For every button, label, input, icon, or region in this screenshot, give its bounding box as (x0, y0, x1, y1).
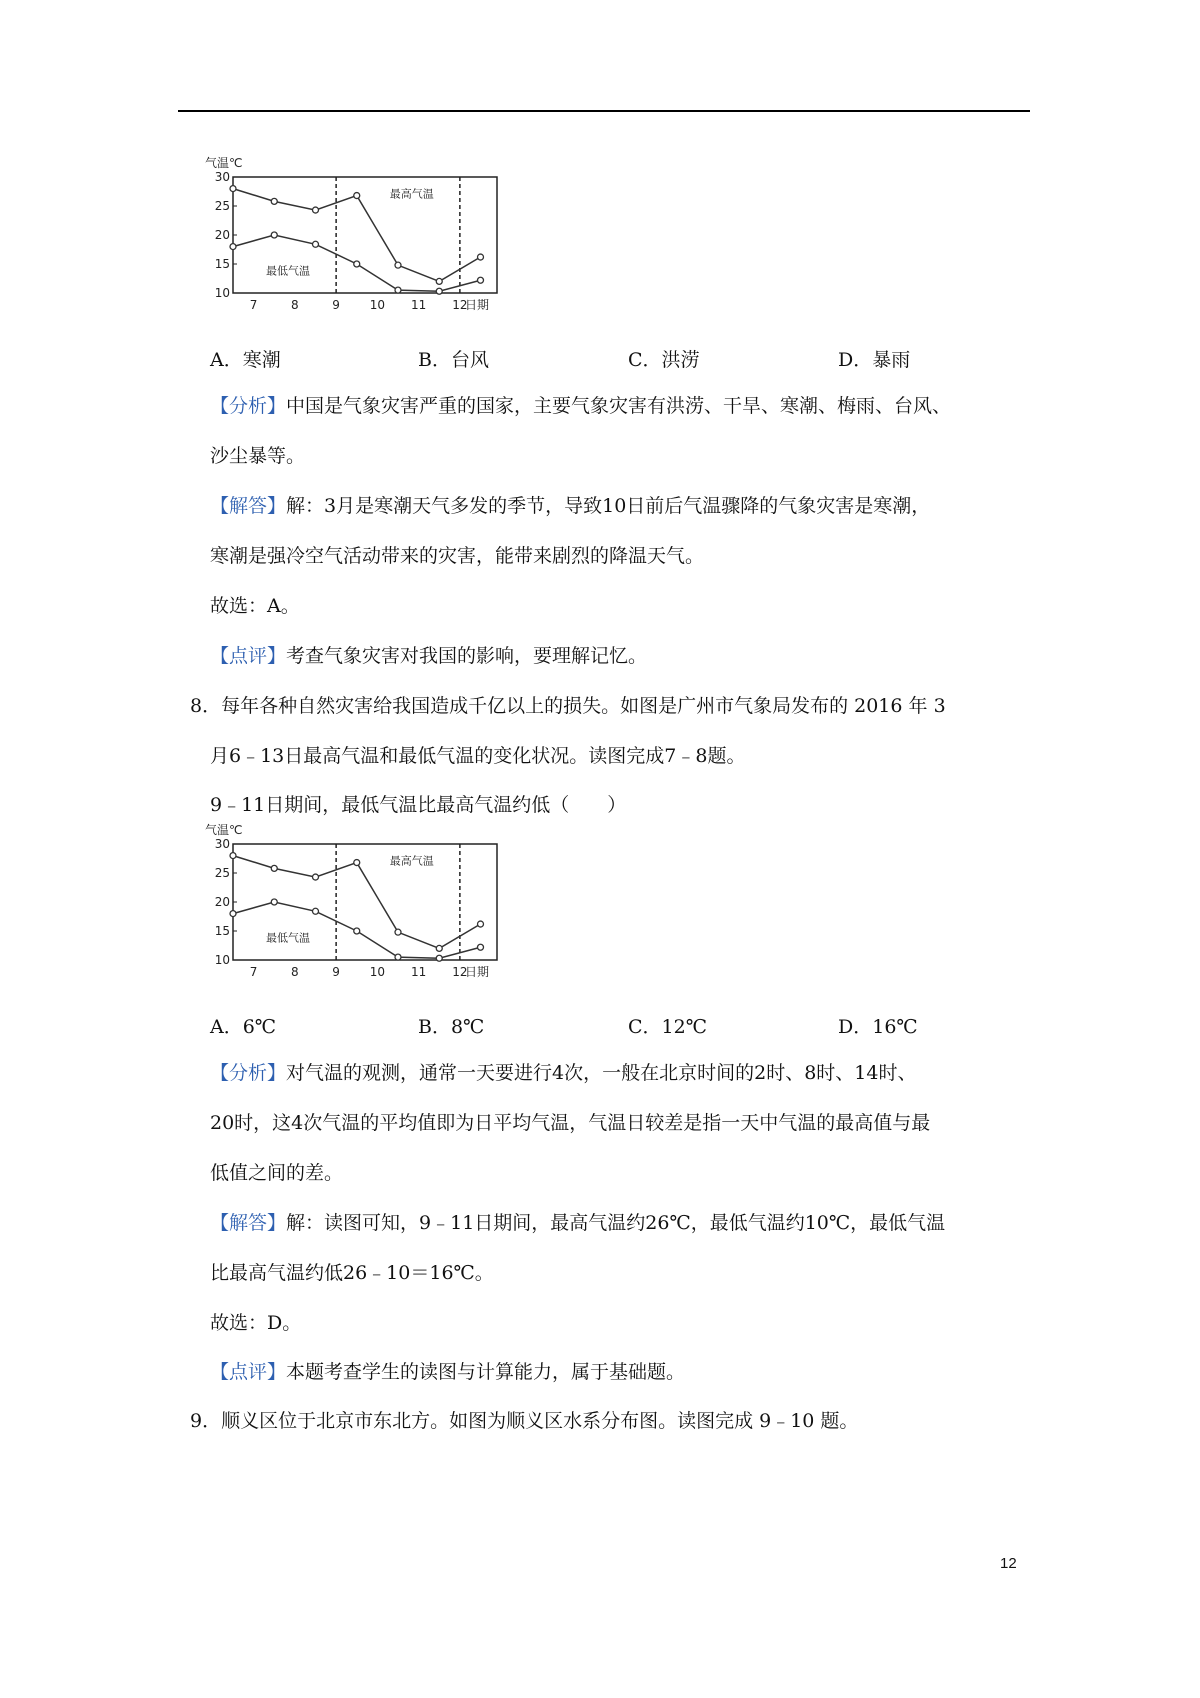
x-tick-label: 8 (291, 298, 299, 312)
data-point (313, 207, 319, 213)
option-d: D．16℃ (838, 1016, 918, 1038)
answer-text: 解：读图可知，9﹣11日期间，最高气温约26℃，最低气温约10℃，最低气温 (286, 1212, 946, 1234)
answer-text: 解：3月是寒潮天气多发的季节，导致10日前后气温骤降的气象灾害是寒潮， (286, 495, 931, 517)
comment-line (210, 1359, 685, 1385)
choice-line: 故选：D。 (210, 1312, 302, 1334)
y-axis-title: 气温℃ (205, 156, 243, 170)
analysis-tag: 【分析】 (210, 1062, 287, 1084)
y-tick-label: 30 (214, 170, 230, 184)
answer-line-2: 寒潮是强冷空气活动带来的灾害，能带来剧烈的降温天气。 (210, 545, 705, 567)
data-point (271, 198, 277, 204)
analysis-line-2: 20时，这4次气温的平均值即为日平均气温，气温日较差是指一天中气温的最高值与最 (210, 1112, 931, 1134)
answer-line-2: 比最高气温约低26﹣10＝16℃。 (210, 1262, 494, 1284)
question-8-stem: 8．每年各种自然灾害给我国造成千亿以上的损失。如图是广州市气象局发布的 2016 年 3 (190, 695, 946, 717)
data-point (271, 865, 277, 871)
comment-tag: 【点评】 (210, 1361, 287, 1383)
data-point (395, 262, 401, 268)
data-point (436, 288, 442, 294)
y-tick-label: 25 (214, 199, 230, 213)
comment-text: 本题考查学生的读图与计算能力，属于基础题。 (286, 1361, 686, 1383)
data-point (436, 278, 442, 284)
option-a: A．寒潮 (210, 349, 281, 371)
x-tick-label: 11 (410, 298, 427, 312)
y-tick-label: 10 (214, 953, 230, 967)
series-label-max: 最高气温 (389, 187, 434, 201)
x-tick-label: 9 (332, 965, 340, 979)
y-axis-title: 气温℃ (205, 823, 243, 837)
option-a: A．6℃ (210, 1016, 277, 1038)
data-point (395, 954, 401, 960)
data-point (271, 232, 277, 238)
answer-line (210, 493, 930, 519)
header-rule (178, 110, 1030, 112)
data-point (313, 908, 319, 914)
data-point (436, 945, 442, 951)
comment-text: 考查气象灾害对我国的影响，要理解记忆。 (286, 645, 648, 667)
data-point (436, 955, 442, 961)
data-point (230, 853, 236, 859)
data-point (313, 241, 319, 247)
data-point (354, 261, 360, 267)
answer-line (210, 1210, 945, 1236)
y-tick-label: 20 (214, 895, 230, 909)
data-point (354, 928, 360, 934)
x-tick-label: 8 (291, 965, 299, 979)
data-point (313, 874, 319, 880)
answer-tag: 【解答】 (210, 1212, 287, 1234)
y-tick-label: 25 (214, 866, 230, 880)
page-number: 12 (1000, 1555, 1017, 1572)
data-point (478, 944, 484, 950)
x-tick-label: 10 (369, 298, 386, 312)
y-tick-label: 30 (214, 837, 230, 851)
analysis-text: 中国是气象灾害严重的国家，主要气象灾害有洪涝、干旱、寒潮、梅雨、台风、 (286, 395, 952, 417)
choice-line: 故选：A。 (210, 595, 300, 617)
data-point (271, 899, 277, 905)
comment-tag: 【点评】 (210, 645, 287, 667)
x-tick-label: 11 (410, 965, 427, 979)
y-tick-label: 15 (214, 257, 230, 271)
y-tick-label: 10 (214, 286, 230, 300)
series-label-min: 最低气温 (266, 264, 310, 278)
option-b: B．8℃ (418, 1016, 485, 1038)
analysis-tag: 【分析】 (210, 395, 287, 417)
data-point (354, 860, 360, 866)
x-axis-title: 日期 (465, 965, 490, 979)
y-tick-label: 20 (214, 228, 230, 242)
data-point (354, 193, 360, 199)
analysis-line (210, 393, 951, 419)
answer-tag: 【解答】 (210, 495, 287, 517)
data-point (230, 186, 236, 192)
analysis-line-3: 低值之间的差。 (210, 1162, 344, 1184)
temperature-chart-2 (205, 822, 525, 992)
data-point (478, 277, 484, 283)
x-tick-label: 10 (369, 965, 386, 979)
option-b: B．台风 (418, 349, 489, 371)
x-tick-label: 12 (452, 298, 468, 312)
temperature-chart-1 (205, 155, 525, 325)
y-tick-label: 15 (214, 924, 230, 938)
data-point (478, 921, 484, 927)
analysis-text: 对气温的观测，通常一天要进行4次，一般在北京时间的2时、8时、14时、 (286, 1062, 917, 1084)
series-label-max: 最高气温 (389, 854, 434, 868)
x-tick-label: 12 (452, 965, 468, 979)
data-point (230, 911, 236, 917)
question-9-stem: 9．顺义区位于北京市东北方。如图为顺义区水系分布图。读图完成 9﹣10 题。 (190, 1410, 859, 1432)
question-8-prompt: 9﹣11日期间，最低气温比最高气温约低（ ） (210, 794, 627, 816)
option-d: D．暴雨 (838, 349, 911, 371)
x-tick-label: 7 (249, 298, 258, 312)
option-c: C．12℃ (628, 1016, 707, 1038)
series-label-min: 最低气温 (266, 931, 310, 945)
x-tick-label: 9 (332, 298, 340, 312)
data-point (230, 244, 236, 250)
x-axis-title: 日期 (465, 298, 490, 312)
question-8-stem-2: 月6﹣13日最高气温和最低气温的变化状况。读图完成7﹣8题。 (210, 745, 746, 767)
data-point (395, 929, 401, 935)
option-c: C．洪涝 (628, 349, 700, 371)
analysis-line (210, 1060, 916, 1086)
comment-line (210, 643, 647, 669)
data-point (478, 254, 484, 260)
data-point (395, 287, 401, 293)
x-tick-label: 7 (249, 965, 258, 979)
analysis-line-2: 沙尘暴等。 (210, 445, 306, 467)
